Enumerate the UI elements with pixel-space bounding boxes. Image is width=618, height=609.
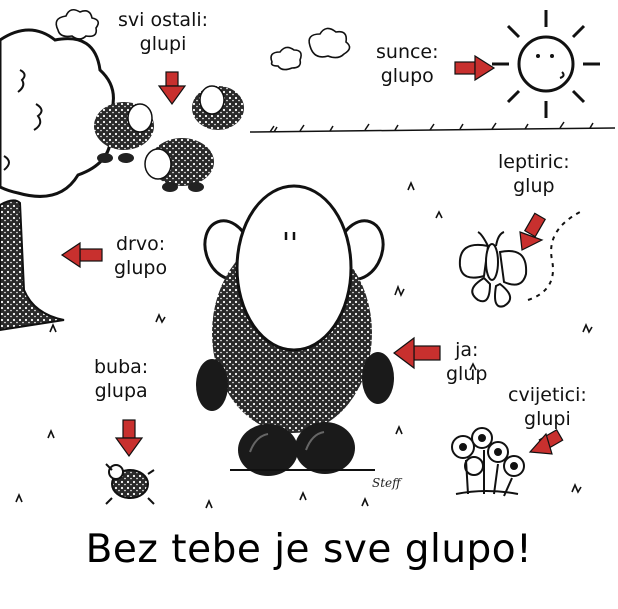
label-others-title: svi ostali:: [118, 9, 209, 31]
label-flowers: [508, 383, 587, 431]
label-butterfly-title: leptiric:: [498, 151, 570, 173]
label-tree: [114, 232, 167, 280]
label-tree-value: glupo: [114, 257, 168, 279]
tree-icon: [0, 30, 113, 330]
label-others-value: glupi: [139, 33, 187, 55]
flowers-icon: [452, 428, 524, 496]
horizon-line: [250, 122, 615, 132]
background-sheep: [94, 86, 244, 192]
label-bug: [94, 355, 148, 403]
arrow-icon-me: [394, 338, 440, 368]
label-butterfly: [498, 150, 570, 198]
artist-signature: Steff: [372, 476, 401, 490]
label-sun-title: sunce:: [376, 41, 439, 63]
bug-icon: [106, 464, 154, 504]
label-me-title: ja:: [455, 339, 479, 361]
label-others: [118, 8, 208, 56]
label-flowers-title: cvijetici:: [508, 384, 587, 406]
cloud-icon: [56, 10, 98, 39]
arrow-icon-others: [159, 72, 185, 104]
butterfly-icon: [460, 212, 580, 307]
label-butterfly-value: glup: [513, 175, 555, 197]
sun-icon: [492, 10, 600, 118]
label-flowers-value: glupi: [524, 408, 571, 430]
arrow-icon-tree: [62, 243, 102, 267]
main-sheep: [196, 186, 394, 476]
label-tree-title: drvo:: [115, 233, 166, 255]
label-sun-value: glupo: [380, 65, 434, 87]
label-me-value: glup: [446, 363, 488, 385]
caption: Bez tebe je sve glupo!: [85, 527, 533, 572]
cloud-icon: [271, 28, 350, 69]
arrow-icon-flowers: [530, 430, 563, 454]
label-bug-value: glupa: [94, 380, 148, 402]
arrow-icon-butterfly: [520, 213, 545, 250]
arrow-icon-sun: [455, 56, 494, 80]
label-sun: [376, 40, 439, 88]
label-me: [446, 338, 487, 386]
arrow-icon-bug: [116, 420, 142, 456]
label-bug-title: buba:: [94, 356, 149, 378]
